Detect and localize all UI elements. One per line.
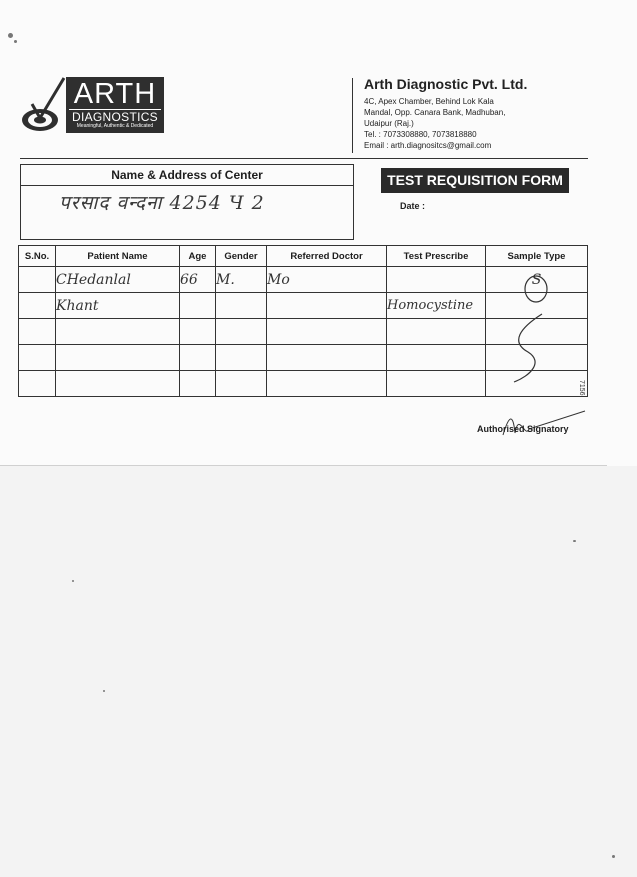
cell-test-prescribe: [387, 267, 486, 293]
cell-age: [180, 293, 216, 319]
cell-sno: [19, 319, 56, 345]
header-sno: S.No.: [19, 246, 56, 267]
cell-age: 66: [180, 267, 216, 293]
center-title: Name & Address of Center: [21, 165, 353, 186]
address-line: 4C, Apex Chamber, Behind Lok Kala: [364, 97, 494, 106]
cell-gender: M.: [216, 267, 267, 293]
cell-sno: [19, 293, 56, 319]
scan-speck: [14, 40, 17, 43]
header-referred-doctor: Referred Doctor: [267, 246, 387, 267]
logo-sub: DIAGNOSTICS: [69, 109, 161, 123]
target-check-icon: [20, 74, 66, 136]
logo-tagline: Meaningful, Authentic & Dedicated: [76, 123, 154, 129]
cell-patient-name: [56, 345, 180, 371]
header-gender: Gender: [216, 246, 267, 267]
center-handwriting: परसाद वन्दना 4254 Ч 2: [59, 192, 265, 214]
header-divider: [352, 78, 353, 153]
address-line: Mandal, Opp. Canara Bank, Madhuban,: [364, 108, 506, 117]
scan-speck: [103, 690, 105, 692]
header-age: Age: [180, 246, 216, 267]
cell-sno: [19, 345, 56, 371]
cell-gender: [216, 345, 267, 371]
header-rule: [20, 158, 588, 159]
cell-age: [180, 371, 216, 397]
cell-age: [180, 319, 216, 345]
cell-test-prescribe: [387, 345, 486, 371]
table-header-row: [19, 246, 588, 267]
cell-patient-name: [56, 371, 180, 397]
company-logo: [66, 77, 164, 133]
logo-word: ARTH: [73, 78, 157, 110]
cell-referred-doctor: [267, 371, 387, 397]
scan-speck: [72, 580, 74, 582]
authorised-signatory-label: Authorised Signatory: [477, 424, 569, 434]
header-sample-type: Sample Type: [486, 246, 588, 267]
cell-patient-name: Khant: [56, 293, 180, 319]
cell-sample-type: S: [486, 267, 588, 293]
center-address-box: [20, 164, 354, 240]
email-line: Email : arth.diagnositcs@gmail.com: [364, 141, 492, 150]
header-test-prescribe: Test Prescribe: [387, 246, 486, 267]
cell-test-prescribe: [387, 371, 486, 397]
scan-speck: [612, 855, 615, 858]
cell-sno: [19, 371, 56, 397]
cell-patient-name: CHedanlal: [56, 267, 180, 293]
cell-referred-doctor: [267, 319, 387, 345]
sample-squiggle-mark: [500, 272, 560, 392]
cell-gender: [216, 319, 267, 345]
cell-age: [180, 345, 216, 371]
paper-edge: [0, 465, 607, 466]
cell-test-prescribe: Homocystine: [387, 293, 486, 319]
cell-referred-doctor: [267, 345, 387, 371]
cell-gender: [216, 293, 267, 319]
cell-sno: [19, 267, 56, 293]
cell-gender: [216, 371, 267, 397]
address-line: Udaipur (Raj.): [364, 119, 414, 128]
cell-referred-doctor: [267, 293, 387, 319]
cell-patient-name: [56, 319, 180, 345]
cell-test-prescribe: [387, 319, 486, 345]
date-label: Date :: [400, 201, 426, 211]
serial-number: 7156: [578, 380, 585, 396]
company-name: Arth Diagnostic Pvt. Ltd.: [364, 76, 528, 92]
header-patient-name: Patient Name: [56, 246, 180, 267]
form-title: TEST REQUISITION FORM: [381, 168, 569, 193]
scan-speck: [8, 33, 13, 38]
phone-line: Tel. : 7073308880, 7073818880: [364, 130, 477, 139]
company-address: [364, 96, 544, 151]
cell-referred-doctor: Mo: [267, 267, 387, 293]
scan-speck: [573, 540, 576, 542]
